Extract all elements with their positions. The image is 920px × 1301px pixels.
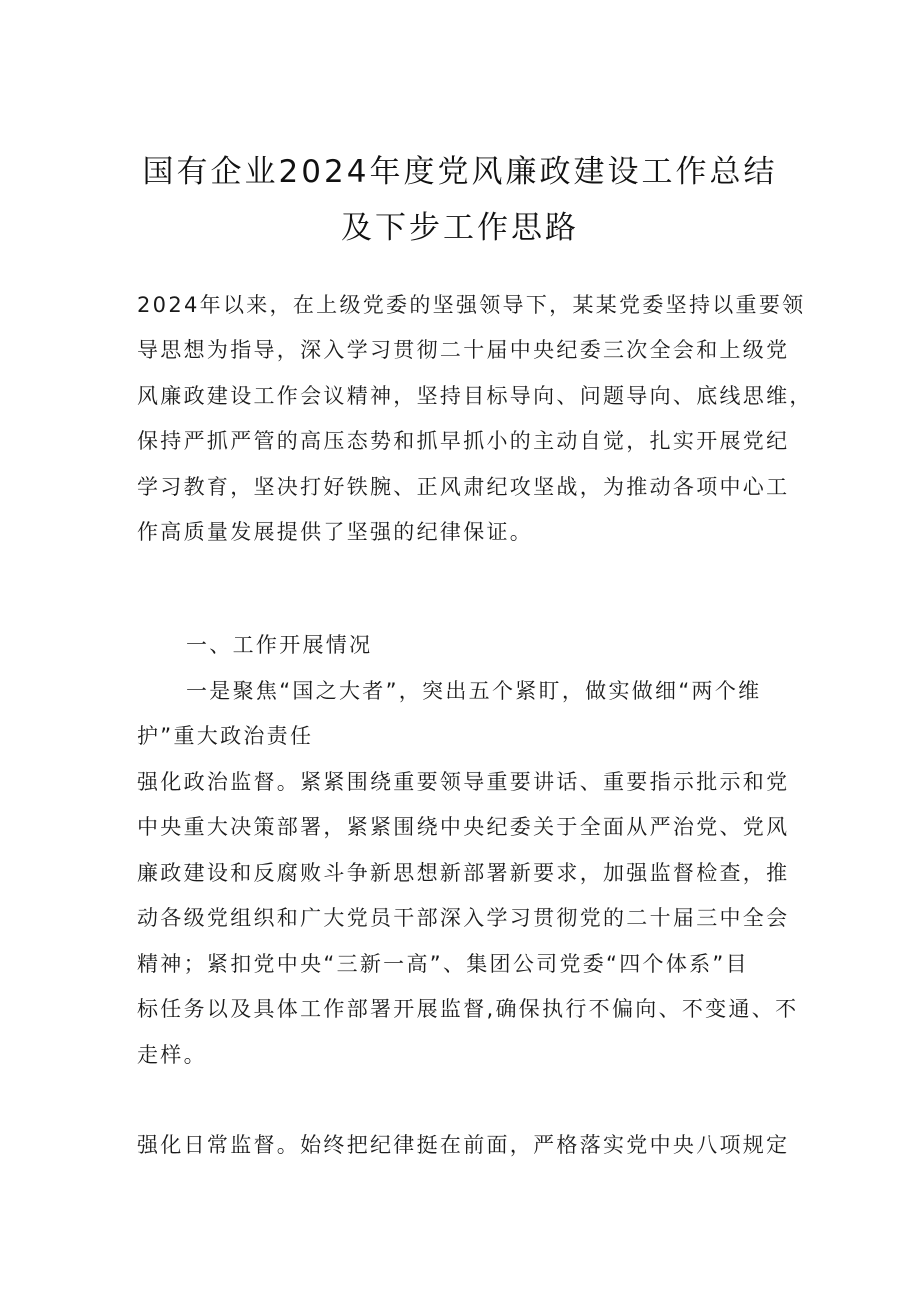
paragraph-line: 标任务以及具体工作部署开展监督,确保执行不偏向、不变通、不 xyxy=(137,997,799,1021)
paragraph-line: 动各级党组织和广大党员干部深入学习贯彻党的二十届三中全会 xyxy=(137,906,790,930)
paragraph-line: 走样。 xyxy=(137,1043,207,1067)
intro-line: 风廉政建设工作会议精神，坚持目标导向、问题导向、底线思维， xyxy=(137,384,813,408)
paragraph-line: 精神；紧扣党中央“三新一高”、集团公司党委“四个体系”目 xyxy=(137,952,749,976)
paragraph-line: 强化政治监督。紧紧围绕重要领导重要讲话、重要指示批示和党 xyxy=(137,770,790,794)
intro-line: 学习教育，坚决打好铁腕、正风肃纪攻坚战，为推动各项中心工 xyxy=(137,475,790,499)
paragraph-line: 廉政建设和反腐败斗争新思想新部署新要求，加强监督检查，推 xyxy=(137,861,790,885)
intro-line: 保持严抓严管的高压态势和抓早抓小的主动自觉，扎实开展党纪 xyxy=(137,429,790,453)
paragraph-line: 中央重大决策部署，紧紧围绕中央纪委关于全面从严治党、党风 xyxy=(137,815,790,839)
intro-line: 作高质量发展提供了坚强的纪律保证。 xyxy=(137,520,534,544)
paragraph-line: 强化日常监督。始终把纪律挺在前面，严格落实党中央八项规定 xyxy=(137,1133,790,1157)
document-title-line-1: 国有企业2024年度党风廉政建设工作总结 xyxy=(142,154,778,190)
section-heading: 一、工作开展情况 xyxy=(186,633,373,657)
subheading-line: 一是聚焦“国之大者”，突出五个紧盯，做实做细“两个维 xyxy=(186,679,762,703)
subheading-line: 护”重大政治责任 xyxy=(137,724,314,748)
document-title-line-2: 及下步工作思路 xyxy=(341,210,579,246)
intro-line: 导思想为指导，深入学习贯彻二十届中央纪委三次全会和上级党 xyxy=(137,338,790,362)
intro-line: 2024年以来，在上级党委的坚强领导下，某某党委坚持以重要领 xyxy=(137,293,806,317)
